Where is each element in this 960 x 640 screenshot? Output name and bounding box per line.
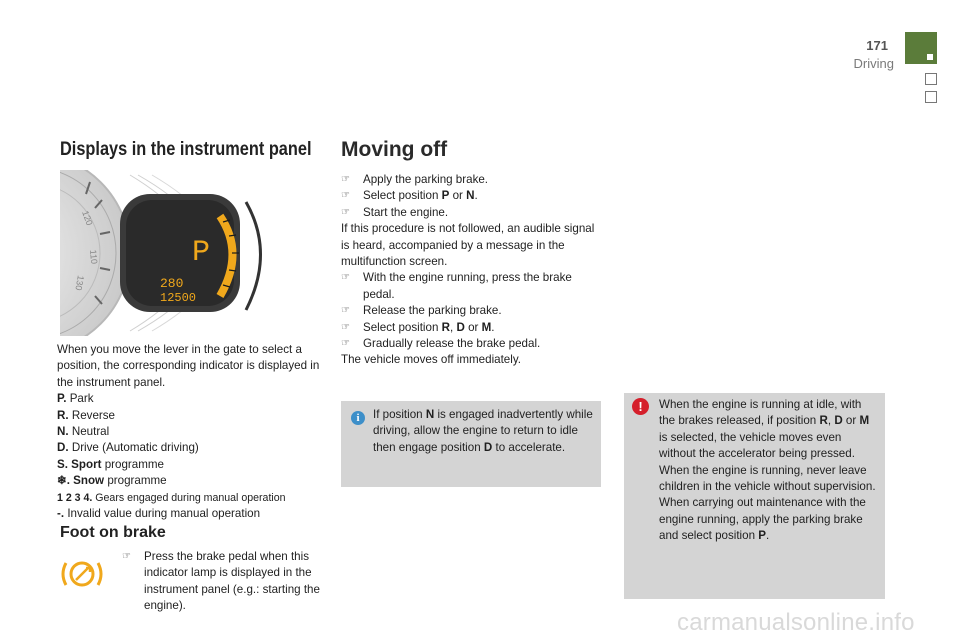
svg-text:120: 120 bbox=[80, 209, 95, 227]
result-text: The vehicle moves off immediately. bbox=[341, 353, 521, 367]
legend-item-sport: S. Sport programme bbox=[57, 457, 164, 471]
moving-off-steps bbox=[341, 172, 601, 369]
warning-para-3: When carrying out maintenance with the engine running, apply the parking brake and select position P. bbox=[659, 496, 866, 543]
legend-item-gears: 1 2 3 4. Gears engaged during manual operation bbox=[57, 491, 286, 504]
svg-text:130: 130 bbox=[73, 274, 86, 292]
warning-para-2: When the engine is running, never leave children in the vehicle without supervision. bbox=[659, 463, 876, 494]
foot-on-brake-heading: Foot on brake bbox=[60, 524, 166, 541]
step-release-brake: ☞ Release the parking brake. bbox=[341, 303, 601, 319]
procedure-note: If this procedure is not followed, an audible signal is heard, accompanied by a message in the multifunction screen. bbox=[341, 222, 595, 269]
foot-bullet: ☞ Press the brake pedal when this indicator lamp is displayed in the instrument panel (e.g.: starting the engine). bbox=[122, 550, 320, 613]
moving-off-heading: Moving off bbox=[341, 138, 448, 161]
watermark: carmanualsonline.info bbox=[677, 609, 915, 636]
displays-heading: Displays in the instrument panel bbox=[60, 139, 312, 160]
step-start-engine: ☞ Start the engine. bbox=[341, 205, 601, 221]
section-title: Driving bbox=[853, 56, 894, 71]
intro-text: When you move the lever in the gate to select a position, the corresponding indicator is displayed in the instrument panel. bbox=[57, 343, 320, 389]
warning-icon: ! bbox=[632, 398, 649, 415]
step-release-pedal: ☞ Gradually release the brake pedal. bbox=[341, 336, 601, 352]
info-icon: i bbox=[351, 411, 365, 425]
bullet-icon: ☞ bbox=[122, 551, 131, 562]
bullet-icon: ☞ bbox=[341, 174, 350, 185]
nav-box-1 bbox=[925, 73, 937, 85]
bullet-icon: ☞ bbox=[341, 206, 350, 218]
speed-readout: 280 bbox=[160, 276, 184, 291]
gear-legend bbox=[57, 342, 322, 522]
step-select-r-d-m: ☞ Select position R, D or M. bbox=[341, 320, 601, 336]
tab-marker bbox=[927, 54, 933, 60]
step-apply-brake: ☞ Apply the parking brake. bbox=[341, 172, 601, 188]
bullet-icon: ☞ bbox=[341, 190, 350, 202]
legend-item-drive: D. Drive (Automatic driving) bbox=[57, 441, 199, 455]
nav-box-2 bbox=[925, 91, 937, 103]
warning-text bbox=[659, 397, 879, 545]
legend-item-neutral: N. Neutral bbox=[57, 425, 110, 439]
legend-item-reverse: R. Reverse bbox=[57, 408, 115, 422]
bullet-icon: ☞ bbox=[341, 338, 350, 350]
info-text: If position N is engaged inadvertently while driving, allow the engine to return to idle then engage position D to accelerate. bbox=[373, 408, 593, 454]
page-number: 171 bbox=[866, 38, 888, 53]
chapter-tab bbox=[905, 32, 937, 64]
legend-item-snow: ❄. Snow programme bbox=[57, 474, 167, 488]
bullet-icon: ☞ bbox=[341, 305, 350, 317]
brake-pedal-icon bbox=[60, 556, 104, 592]
bullet-icon: ☞ bbox=[341, 321, 350, 333]
gear-indicator: P bbox=[192, 236, 211, 270]
step-select-p-n: ☞ Select position P or N. bbox=[341, 188, 601, 204]
legend-item-park: P. Park bbox=[57, 392, 94, 406]
svg-text:110: 110 bbox=[88, 249, 100, 265]
bullet-icon: ☞ bbox=[341, 272, 350, 284]
warning-para-1: When the engine is running at idle, with the brakes released, if position R, D or M is selected, the vehicle moves even without the accelerator being pressed. bbox=[659, 398, 870, 461]
step-press-brake: ☞ With the engine running, press the brake pedal. bbox=[341, 271, 572, 301]
odometer-readout: 12500 bbox=[160, 291, 197, 305]
legend-item-invalid: -. Invalid value during manual operation bbox=[57, 507, 261, 521]
instrument-panel-figure bbox=[60, 170, 272, 336]
